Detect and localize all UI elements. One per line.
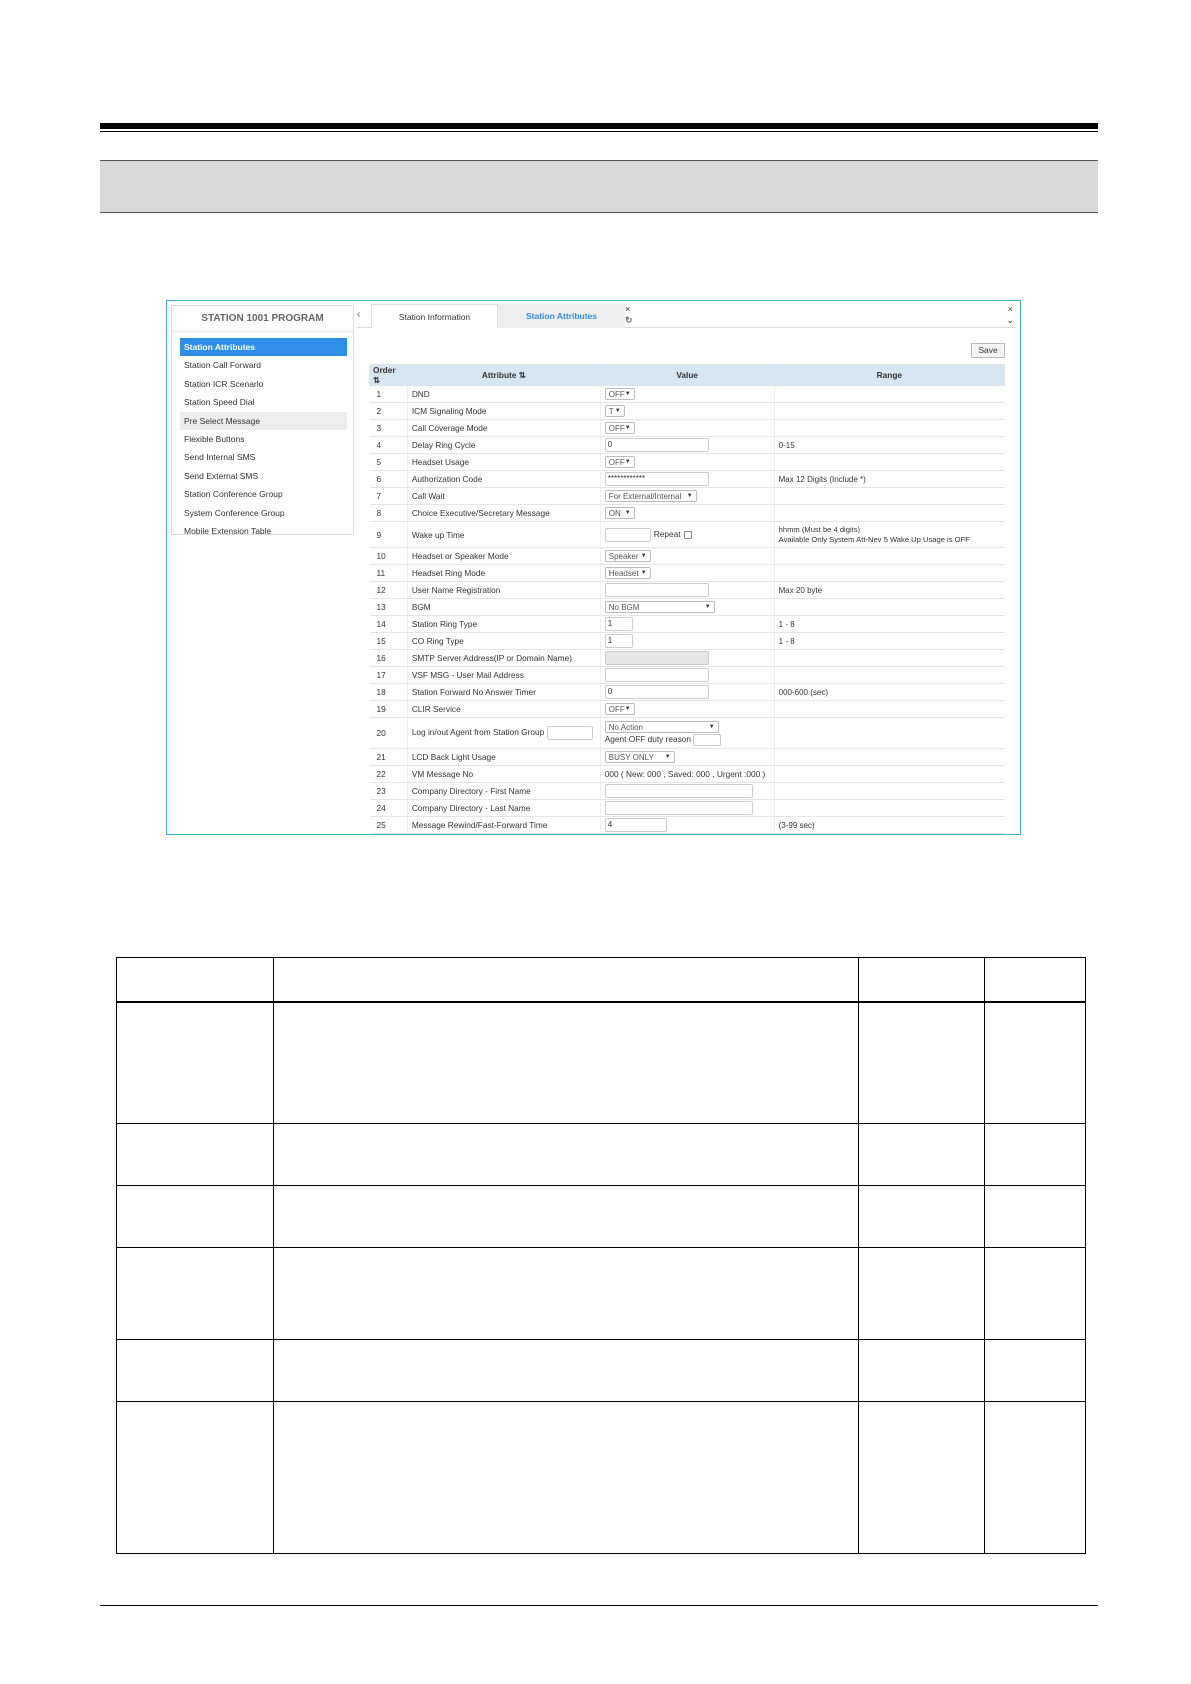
value-cell xyxy=(600,420,774,437)
range-cell xyxy=(774,616,1004,633)
attribute-label: User Name Registration xyxy=(411,585,501,595)
attribute-cell xyxy=(407,800,600,817)
value-cell xyxy=(600,800,774,817)
sidebar-item-station-conference-group[interactable]: Station Conference Group xyxy=(184,489,283,500)
range-cell xyxy=(774,505,1004,522)
header-order[interactable] xyxy=(370,365,408,386)
order-cell: 20 xyxy=(370,718,408,749)
attribute-cell xyxy=(407,454,600,471)
range-note: Available Only System Att-Nev 5 Wake Up Usage is OFF xyxy=(778,534,970,544)
table-cell xyxy=(273,1248,858,1340)
table-row xyxy=(370,684,1005,701)
sidebar-item-send-external-sms[interactable]: Send External SMS xyxy=(184,470,259,481)
attribute-label: VM Message No xyxy=(411,769,474,779)
value-cell xyxy=(600,403,774,420)
attribute-label: DND xyxy=(411,389,430,399)
range-cell xyxy=(774,749,1004,766)
header-range: Range xyxy=(774,365,1004,386)
order-cell: 12 xyxy=(370,582,408,599)
range-cell xyxy=(774,667,1004,684)
tab-station-information[interactable]: Station Information xyxy=(371,304,498,328)
value-cell xyxy=(600,616,774,633)
value-cell xyxy=(600,817,774,834)
table-cell xyxy=(859,1248,985,1340)
attribute-cell xyxy=(407,701,600,718)
range-cell xyxy=(774,817,1004,834)
value-cell xyxy=(600,488,774,505)
attribute-cell xyxy=(407,488,600,505)
caret-down-icon: ▼ xyxy=(704,604,711,610)
value-cell xyxy=(600,667,774,684)
sidebar-item-system-conference-group[interactable]: System Conference Group xyxy=(184,507,285,518)
attribute-label: Company Directory - First Name xyxy=(411,786,531,796)
table-row xyxy=(370,403,1005,420)
sidebar-title: STATION 1001 PROGRAM xyxy=(172,306,353,332)
select-value: Speaker xyxy=(608,552,639,561)
window-controls xyxy=(1006,304,1014,326)
attribute-label: LCD Back Light Usage xyxy=(411,752,496,762)
repeat-checkbox[interactable] xyxy=(684,531,692,539)
order-cell: 4 xyxy=(370,437,408,454)
attribute-label: CO Ring Type xyxy=(411,636,464,646)
table-row xyxy=(370,420,1005,437)
range-text: 1 - 8 xyxy=(778,636,795,646)
attribute-label: Headset Usage xyxy=(411,457,470,467)
range-cell xyxy=(774,437,1004,454)
sidebar-item-send-internal-sms[interactable]: Send Internal SMS xyxy=(184,452,256,463)
save-button[interactable]: Save xyxy=(971,343,1005,358)
header-order-label: Order xyxy=(373,365,396,375)
value-cell xyxy=(600,684,774,701)
value-input[interactable]: 1 xyxy=(605,617,633,631)
value-cell xyxy=(600,454,774,471)
attribute-cell xyxy=(407,522,600,548)
order-cell: 16 xyxy=(370,650,408,667)
sidebar-item-pre-select-message[interactable]: Pre Select Message xyxy=(180,412,347,430)
range-text: Max 20 byte xyxy=(778,585,823,595)
table-row xyxy=(370,437,1005,454)
value-select[interactable] xyxy=(605,422,635,434)
top-rule-thin xyxy=(100,131,1098,132)
table-row xyxy=(117,1002,1086,1124)
collapse-icon[interactable]: ⌄ xyxy=(1006,315,1014,325)
value-input[interactable]: 1 xyxy=(605,634,633,648)
value-select[interactable] xyxy=(605,721,719,733)
table-cell xyxy=(985,1402,1086,1554)
value-cell xyxy=(600,749,774,766)
sidebar-item-station-attributes[interactable]: Station Attributes xyxy=(180,338,347,356)
header-value: Value xyxy=(600,365,774,386)
value-input[interactable] xyxy=(605,801,753,815)
attribute-label: SMTP Server Address(IP or Domain Name) xyxy=(411,653,572,663)
select-value: Headset xyxy=(608,569,639,578)
top-rule xyxy=(100,123,1098,129)
order-cell: 6 xyxy=(370,471,408,488)
order-cell: 15 xyxy=(370,633,408,650)
agent-group-input[interactable] xyxy=(547,726,593,740)
value-input[interactable] xyxy=(605,528,651,542)
range-text: 1 - 8 xyxy=(778,619,795,629)
caret-down-icon: ▼ xyxy=(686,493,693,499)
refresh-icon[interactable]: ↻ xyxy=(625,315,633,325)
table-row xyxy=(370,471,1005,488)
table-cell xyxy=(985,958,1086,1002)
attribute-cell xyxy=(407,386,600,403)
range-cell xyxy=(774,800,1004,817)
tab-bar xyxy=(357,304,1016,328)
table-cell xyxy=(273,958,858,1002)
table-cell xyxy=(859,1186,985,1248)
value-cell xyxy=(600,437,774,454)
agent-reason-label: Agent OFF duty reason xyxy=(604,733,691,744)
table-cell xyxy=(117,1002,274,1124)
table-cell xyxy=(117,1402,274,1554)
attribute-cell xyxy=(407,616,600,633)
table-row xyxy=(370,650,1005,667)
value-input[interactable] xyxy=(605,668,709,682)
section-title-band xyxy=(100,160,1098,213)
sort-icon[interactable]: ⇅ xyxy=(373,375,380,385)
range-cell xyxy=(774,565,1004,582)
order-cell: 10 xyxy=(370,548,408,565)
order-cell: 17 xyxy=(370,667,408,684)
attribute-label: VSF MSG - User Mail Address xyxy=(411,670,524,680)
caret-down-icon: ▼ xyxy=(614,408,621,414)
value-select[interactable] xyxy=(605,601,715,613)
sidebar xyxy=(171,305,354,535)
select-value: BUSY ONLY xyxy=(608,753,654,762)
attribute-cell xyxy=(407,437,600,454)
order-cell: 2 xyxy=(370,403,408,420)
value-cell xyxy=(600,471,774,488)
bottom-rule xyxy=(100,1605,1098,1606)
value-cell xyxy=(600,633,774,650)
value-select[interactable] xyxy=(605,567,651,579)
value-cell xyxy=(600,565,774,582)
attribute-label: Choice Executive/Secretary Message xyxy=(411,508,550,518)
table-row xyxy=(370,386,1005,403)
repeat-label: Repeat xyxy=(653,528,681,539)
attribute-label: Headset or Speaker Mode xyxy=(411,551,509,561)
order-cell: 7 xyxy=(370,488,408,505)
value-select[interactable] xyxy=(605,388,635,400)
table-row xyxy=(117,1340,1086,1402)
table-cell xyxy=(117,1248,274,1340)
table-row xyxy=(117,1124,1086,1186)
value-cell xyxy=(600,783,774,800)
value-cell xyxy=(600,650,774,667)
range-cell xyxy=(774,420,1004,437)
screenshot-frame xyxy=(166,300,1021,835)
table-row xyxy=(370,548,1005,565)
range-cell xyxy=(774,522,1004,548)
attribute-cell xyxy=(407,505,600,522)
table-row xyxy=(370,718,1005,749)
table-row xyxy=(370,800,1005,817)
value-input[interactable]: 4 xyxy=(605,818,667,832)
range-cell xyxy=(774,599,1004,616)
order-cell: 25 xyxy=(370,817,408,834)
value-select[interactable] xyxy=(605,751,675,763)
range-cell xyxy=(774,783,1004,800)
attribute-label: Call Wait xyxy=(411,491,445,501)
select-value: No Action xyxy=(608,722,643,732)
attribute-label: Message Rewind/Fast-Forward Time xyxy=(411,820,548,830)
value-select[interactable] xyxy=(605,703,635,715)
range-text: Max 12 Digits (Include *) xyxy=(778,474,866,484)
select-value: OFF xyxy=(608,390,625,399)
range-cell xyxy=(774,471,1004,488)
value-cell xyxy=(600,522,774,548)
attribute-cell xyxy=(407,749,600,766)
attribute-label: BGM xyxy=(411,602,431,612)
attribute-cell xyxy=(407,548,600,565)
table-row xyxy=(370,582,1005,599)
caret-down-icon: ▼ xyxy=(640,570,647,576)
tab-station-attributes[interactable]: Station Attributes xyxy=(498,304,625,328)
sidebar-item-mobile-extension-table[interactable]: Mobile Extension Table xyxy=(184,525,272,536)
chevron-left-icon[interactable]: ‹ xyxy=(357,309,361,320)
header-attribute[interactable] xyxy=(407,365,600,386)
table-cell xyxy=(985,1186,1086,1248)
caret-down-icon: ▼ xyxy=(640,553,647,559)
value-input[interactable]: 0 xyxy=(605,685,709,699)
table-row xyxy=(370,766,1005,783)
attribute-label: Log in/out Agent from Station Group xyxy=(411,727,545,738)
value-cell xyxy=(600,548,774,565)
caret-down-icon: ▼ xyxy=(708,723,715,730)
value-select[interactable] xyxy=(605,490,697,502)
agent-reason-input[interactable] xyxy=(693,734,721,746)
caret-down-icon: ▼ xyxy=(624,459,631,465)
table-row xyxy=(370,633,1005,650)
attribute-cell xyxy=(407,582,600,599)
attribute-label: ICM Signaling Mode xyxy=(411,406,487,416)
range-cell xyxy=(774,650,1004,667)
order-cell: 1 xyxy=(370,386,408,403)
sidebar-list xyxy=(172,332,353,540)
select-value: OFF xyxy=(608,458,625,467)
range-text: 0-15 xyxy=(778,440,795,450)
select-value: ON xyxy=(608,509,621,518)
order-cell: 5 xyxy=(370,454,408,471)
attribute-cell xyxy=(407,817,600,834)
header-attribute-label: Attribute xyxy=(481,370,517,380)
table-row xyxy=(117,1186,1086,1248)
range-cell xyxy=(774,454,1004,471)
order-cell: 14 xyxy=(370,616,408,633)
attribute-label: Headset Ring Mode xyxy=(411,568,486,578)
attribute-cell xyxy=(407,403,600,420)
attribute-label: CLIR Service xyxy=(411,704,461,714)
range-cell xyxy=(774,684,1004,701)
caret-down-icon: ▼ xyxy=(624,425,631,431)
range-cell xyxy=(774,548,1004,565)
caret-down-icon: ▼ xyxy=(624,706,631,712)
order-cell: 23 xyxy=(370,783,408,800)
value-cell xyxy=(600,701,774,718)
value-input[interactable] xyxy=(605,583,709,597)
range-text: hhmm (Must be 4 digits) xyxy=(778,524,861,534)
table-header-row xyxy=(117,958,1086,1002)
caret-down-icon: ▼ xyxy=(624,391,631,397)
order-cell: 9 xyxy=(370,522,408,548)
attribute-cell xyxy=(407,650,600,667)
table-body xyxy=(370,386,1005,834)
attribute-cell xyxy=(407,718,600,749)
table-row xyxy=(370,701,1005,718)
table-row xyxy=(370,454,1005,471)
range-cell xyxy=(774,633,1004,650)
attribute-cell xyxy=(407,420,600,437)
select-value: No BGM xyxy=(608,603,640,612)
range-cell xyxy=(774,403,1004,420)
range-cell xyxy=(774,766,1004,783)
sidebar-item-flexible-buttons[interactable]: Flexible Buttons xyxy=(184,433,245,444)
value-cell xyxy=(600,386,774,403)
value-cell xyxy=(600,582,774,599)
attribute-cell xyxy=(407,766,600,783)
order-cell: 18 xyxy=(370,684,408,701)
table-row xyxy=(370,522,1005,548)
attribute-cell xyxy=(407,599,600,616)
order-cell: 22 xyxy=(370,766,408,783)
value-select[interactable] xyxy=(605,456,635,468)
attribute-cell xyxy=(407,633,600,650)
table-cell xyxy=(859,1340,985,1402)
range-text: 000-600 (sec) xyxy=(778,687,828,697)
table-cell xyxy=(859,1124,985,1186)
order-cell: 3 xyxy=(370,420,408,437)
attributes-table xyxy=(369,364,1005,834)
caret-down-icon: ▼ xyxy=(664,754,671,760)
table-row xyxy=(370,817,1005,834)
table-cell xyxy=(985,1340,1086,1402)
attribute-label: Wake up Time xyxy=(411,529,465,540)
table-header-row xyxy=(370,365,1005,386)
table-row xyxy=(370,616,1005,633)
table-row xyxy=(370,667,1005,684)
attribute-label: Station Forward No Answer Timer xyxy=(411,687,536,697)
table-cell xyxy=(273,1340,858,1402)
table-cell xyxy=(117,1124,274,1186)
table-cell xyxy=(273,1186,858,1248)
value-cell xyxy=(600,599,774,616)
table-cell xyxy=(273,1402,858,1554)
table-row xyxy=(370,599,1005,616)
description-table xyxy=(116,957,1086,1554)
attribute-label: Call Coverage Mode xyxy=(411,423,488,433)
table-cell xyxy=(859,958,985,1002)
table-cell xyxy=(117,1340,274,1402)
table-cell xyxy=(859,1402,985,1554)
order-cell: 11 xyxy=(370,565,408,582)
close-icon[interactable]: × xyxy=(625,304,631,314)
select-value: OFF xyxy=(608,705,625,714)
table-cell xyxy=(273,1002,858,1124)
attribute-label: Authorization Code xyxy=(411,474,483,484)
order-cell: 24 xyxy=(370,800,408,817)
value-input[interactable]: ************ xyxy=(605,472,709,486)
table-cell xyxy=(985,1002,1086,1124)
attribute-label: Delay Ring Cycle xyxy=(411,440,476,450)
range-cell xyxy=(774,718,1004,749)
table-cell xyxy=(985,1124,1086,1186)
attribute-cell xyxy=(407,783,600,800)
value-input[interactable] xyxy=(605,784,753,798)
caret-down-icon: ▼ xyxy=(624,510,631,516)
window-close-icon[interactable]: × xyxy=(1007,304,1013,314)
range-cell xyxy=(774,488,1004,505)
table-row xyxy=(370,505,1005,522)
sidebar-item-station-speed-dial[interactable]: Station Speed Dial xyxy=(184,397,255,408)
value-cell xyxy=(600,505,774,522)
sidebar-item-station-call-forward[interactable]: Station Call Forward xyxy=(184,360,262,371)
table-row xyxy=(117,1248,1086,1340)
range-cell xyxy=(774,701,1004,718)
attribute-cell xyxy=(407,565,600,582)
table-cell xyxy=(273,1124,858,1186)
order-cell: 21 xyxy=(370,749,408,766)
value-select[interactable] xyxy=(605,550,651,562)
table-row xyxy=(370,783,1005,800)
vm-message-count: 000 ( New: 000 , Saved: 000 , Urgent :000 ) xyxy=(604,769,766,779)
tab-controls xyxy=(625,304,633,326)
table-row xyxy=(370,488,1005,505)
value-input xyxy=(605,651,709,665)
table-cell xyxy=(117,958,274,1002)
table-row xyxy=(370,749,1005,766)
select-value: T xyxy=(608,407,614,416)
attribute-label: Company Directory - Last Name xyxy=(411,803,531,813)
table-cell xyxy=(859,1002,985,1124)
order-cell: 19 xyxy=(370,701,408,718)
range-cell xyxy=(774,582,1004,599)
agent-reason-row xyxy=(605,734,770,746)
attribute-cell xyxy=(407,684,600,701)
attribute-cell xyxy=(407,471,600,488)
attribute-label: Station Ring Type xyxy=(411,619,478,629)
value-select[interactable] xyxy=(605,405,625,417)
value-cell xyxy=(600,766,774,783)
attribute-cell xyxy=(407,667,600,684)
sort-icon[interactable]: ⇅ xyxy=(518,370,526,380)
value-cell xyxy=(600,718,774,749)
order-cell: 8 xyxy=(370,505,408,522)
value-input[interactable]: 0 xyxy=(605,438,709,452)
table-cell xyxy=(985,1248,1086,1340)
table-row xyxy=(370,565,1005,582)
value-select[interactable] xyxy=(605,507,635,519)
range-cell xyxy=(774,386,1004,403)
sidebar-item-station-icr-scenario[interactable]: Station ICR Scenario xyxy=(184,378,264,389)
table-row xyxy=(117,1402,1086,1554)
select-value: For External/Internal xyxy=(608,492,682,501)
order-cell: 13 xyxy=(370,599,408,616)
select-value: OFF xyxy=(608,424,625,433)
table-cell xyxy=(117,1186,274,1248)
range-text: (3-99 sec) xyxy=(778,820,815,830)
